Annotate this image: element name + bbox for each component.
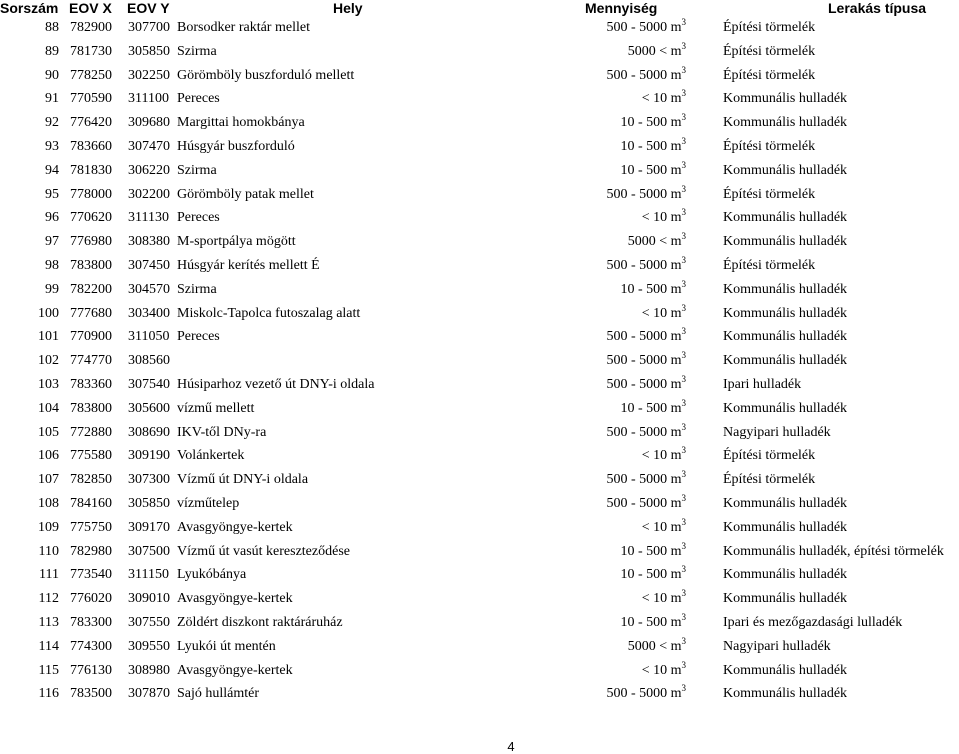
table-row xyxy=(0,159,959,183)
row-number: 115 xyxy=(38,662,59,678)
eov-y-value: 307540 xyxy=(128,376,170,392)
eov-y-value: 309010 xyxy=(128,591,170,607)
quantity-text: 500 - 5000 m xyxy=(606,472,682,488)
cubic-exponent: 3 xyxy=(681,588,686,599)
eov-x-value: 783800 xyxy=(70,257,112,273)
table-row xyxy=(0,540,959,564)
cubic-exponent: 3 xyxy=(681,397,686,408)
disposal-type: Építési törmelék xyxy=(723,138,816,154)
disposal-type: Ipari hulladék xyxy=(723,376,802,392)
quantity-text: 500 - 5000 m xyxy=(606,376,682,392)
cubic-exponent: 3 xyxy=(681,278,686,289)
row-number: 103 xyxy=(38,376,59,392)
disposal-type: Kommunális hulladék xyxy=(723,281,848,297)
disposal-type: Kommunális hulladék xyxy=(723,162,848,178)
row-number: 116 xyxy=(38,686,59,702)
eov-x-value: 776980 xyxy=(70,234,112,250)
row-number: 102 xyxy=(38,353,59,369)
disposal-type: Építési törmelék xyxy=(723,448,816,464)
eov-x-value: 782200 xyxy=(70,281,112,297)
row-number: 89 xyxy=(45,43,59,59)
eov-y-value: 305850 xyxy=(128,43,170,59)
quantity-value xyxy=(606,682,686,706)
quantity-value xyxy=(606,349,686,373)
col-header-eov-x: EOV X xyxy=(69,0,112,16)
eov-y-value: 311050 xyxy=(128,329,170,345)
disposal-type: Építési törmelék xyxy=(723,20,816,35)
disposal-type: Építési törmelék xyxy=(723,257,816,273)
quantity-text: < 10 m xyxy=(641,519,682,535)
quantity-value xyxy=(642,87,686,111)
quantity-text: < 10 m xyxy=(641,662,682,678)
eov-y-value: 307500 xyxy=(128,543,170,559)
eov-x-value: 782980 xyxy=(70,543,112,559)
cubic-exponent: 3 xyxy=(681,17,686,27)
location-name: Szirma xyxy=(177,162,217,178)
disposal-type: Kommunális hulladék xyxy=(723,400,848,416)
quantity-value xyxy=(642,587,686,611)
disposal-type: Kommunális hulladék, építési törmelék xyxy=(723,543,944,559)
cubic-exponent: 3 xyxy=(681,635,686,646)
table-row xyxy=(0,492,959,516)
quantity-text: 500 - 5000 m xyxy=(606,20,682,35)
location-name: Vízmű út vasút kereszteződése xyxy=(177,543,350,559)
quantity-text: 500 - 5000 m xyxy=(606,257,682,273)
disposal-type: Építési törmelék xyxy=(723,186,816,202)
row-number: 108 xyxy=(38,495,59,511)
disposal-type: Kommunális hulladék xyxy=(723,210,848,226)
table-row xyxy=(0,563,959,587)
eov-x-value: 782850 xyxy=(70,472,112,488)
table-row xyxy=(0,278,959,302)
row-number: 96 xyxy=(45,210,59,226)
quantity-value xyxy=(628,230,686,254)
quantity-value xyxy=(606,325,686,349)
eov-x-value: 773540 xyxy=(70,567,112,583)
disposal-type: Kommunális hulladék xyxy=(723,305,848,321)
cubic-exponent: 3 xyxy=(681,326,686,337)
disposal-type: Kommunális hulladék xyxy=(723,329,848,345)
location-name: Pereces xyxy=(177,210,220,226)
location-name: Húsiparhoz vezető út DNY-i oldala xyxy=(177,376,375,392)
eov-y-value: 302250 xyxy=(128,67,170,83)
cubic-exponent: 3 xyxy=(681,445,686,456)
eov-y-value: 307700 xyxy=(128,20,170,35)
quantity-text: 500 - 5000 m xyxy=(606,186,682,202)
table-row xyxy=(0,611,959,635)
quantity-text: < 10 m xyxy=(641,91,682,107)
eov-y-value: 311130 xyxy=(128,210,169,226)
quantity-value xyxy=(620,397,686,421)
table-row xyxy=(0,659,959,683)
quantity-text: 10 - 500 m xyxy=(620,281,682,297)
eov-x-value: 776130 xyxy=(70,662,112,678)
disposal-type: Ipari és mezőgazdasági lulladék xyxy=(723,614,903,630)
quantity-text: 10 - 500 m xyxy=(620,567,682,583)
row-number: 105 xyxy=(38,424,59,440)
quantity-value xyxy=(642,302,686,326)
col-header-hely: Hely xyxy=(333,0,363,16)
col-header-eov-y: EOV Y xyxy=(127,0,170,16)
table-row xyxy=(0,587,959,611)
eov-x-value: 783360 xyxy=(70,376,112,392)
eov-x-value: 770900 xyxy=(70,329,112,345)
eov-x-value: 775750 xyxy=(70,519,112,535)
location-name: Avasgyöngye-kertek xyxy=(177,662,293,678)
table-row xyxy=(0,421,959,445)
quantity-text: 10 - 500 m xyxy=(620,614,682,630)
quantity-text: < 10 m xyxy=(641,210,682,226)
eov-y-value: 306220 xyxy=(128,162,170,178)
disposal-type: Kommunális hulladék xyxy=(723,91,848,107)
eov-x-value: 774770 xyxy=(70,353,112,369)
cubic-exponent: 3 xyxy=(681,231,686,242)
table-row xyxy=(0,635,959,659)
cubic-exponent: 3 xyxy=(681,350,686,361)
eov-x-value: 772880 xyxy=(70,424,112,440)
cubic-exponent: 3 xyxy=(681,469,686,480)
disposal-type: Kommunális hulladék xyxy=(723,567,848,583)
disposal-type: Kommunális hulladék xyxy=(723,495,848,511)
quantity-text: 10 - 500 m xyxy=(620,115,682,131)
quantity-text: < 10 m xyxy=(641,591,682,607)
eov-x-value: 770590 xyxy=(70,91,112,107)
row-number: 114 xyxy=(38,638,59,654)
disposal-type: Kommunális hulladék xyxy=(723,519,848,535)
cubic-exponent: 3 xyxy=(681,183,686,194)
eov-y-value: 307470 xyxy=(128,138,170,154)
quantity-value xyxy=(620,135,686,159)
location-name: Volánkertek xyxy=(177,448,245,464)
location-name: Margittai homokbánya xyxy=(177,115,305,131)
col-header-sorszam: Sorszám xyxy=(0,0,59,16)
quantity-value xyxy=(620,111,686,135)
quantity-text: 500 - 5000 m xyxy=(606,329,682,345)
quantity-value xyxy=(620,159,686,183)
quantity-value xyxy=(642,516,686,540)
row-number: 99 xyxy=(45,281,59,297)
cubic-exponent: 3 xyxy=(681,135,686,146)
cubic-exponent: 3 xyxy=(681,516,686,527)
eov-x-value: 774300 xyxy=(70,638,112,654)
table-row xyxy=(0,135,959,159)
cubic-exponent: 3 xyxy=(681,64,686,75)
row-number: 91 xyxy=(45,91,59,107)
eov-y-value: 305850 xyxy=(128,495,170,511)
location-name: Lyukóbánya xyxy=(177,567,247,583)
quantity-text: 10 - 500 m xyxy=(620,138,682,154)
cubic-exponent: 3 xyxy=(681,611,686,622)
eov-y-value: 307450 xyxy=(128,257,170,273)
row-number: 95 xyxy=(45,186,59,202)
row-number: 93 xyxy=(45,138,59,154)
page-number: 4 xyxy=(507,739,515,754)
quantity-text: 500 - 5000 m xyxy=(606,495,682,511)
table-row xyxy=(0,325,959,349)
table-row xyxy=(0,302,959,326)
cubic-exponent: 3 xyxy=(681,159,686,170)
eov-y-value: 307300 xyxy=(128,472,170,488)
quantity-value xyxy=(620,540,686,564)
quantity-value xyxy=(620,278,686,302)
col-header-lerakas-tipusa: Lerakás típusa xyxy=(828,0,927,16)
eov-x-value: 781730 xyxy=(70,43,112,59)
eov-x-value: 778250 xyxy=(70,67,112,83)
location-name: Szirma xyxy=(177,281,217,297)
quantity-value xyxy=(628,40,686,64)
row-number: 98 xyxy=(45,257,59,273)
quantity-text: 5000 < m xyxy=(627,234,682,250)
row-number: 100 xyxy=(38,305,59,321)
row-number: 113 xyxy=(38,614,59,630)
quantity-text: 10 - 500 m xyxy=(620,543,682,559)
quantity-value xyxy=(628,635,686,659)
quantity-text: 5000 < m xyxy=(627,638,682,654)
table-row xyxy=(0,373,959,397)
location-name: Húsgyár kerítés mellett É xyxy=(177,257,320,273)
row-number: 110 xyxy=(38,543,59,559)
quantity-value xyxy=(642,659,686,683)
cubic-exponent: 3 xyxy=(681,88,686,99)
eov-x-value: 784160 xyxy=(70,495,112,511)
quantity-value xyxy=(606,421,686,445)
table-row xyxy=(0,444,959,468)
quantity-text: 500 - 5000 m xyxy=(606,686,682,702)
quantity-text: < 10 m xyxy=(641,305,682,321)
disposal-type: Kommunális hulladék xyxy=(723,234,848,250)
quantity-value xyxy=(606,468,686,492)
disposal-type: Építési törmelék xyxy=(723,472,816,488)
eov-x-value: 777680 xyxy=(70,305,112,321)
eov-y-value: 308380 xyxy=(128,234,170,250)
eov-y-value: 308560 xyxy=(128,353,170,369)
quantity-value xyxy=(606,64,686,88)
disposal-type: Kommunális hulladék xyxy=(723,115,848,131)
quantity-text: 500 - 5000 m xyxy=(606,353,682,369)
location-name: Vízmű út DNY-i oldala xyxy=(177,472,309,488)
eov-y-value: 307550 xyxy=(128,614,170,630)
eov-x-value: 770620 xyxy=(70,210,112,226)
eov-y-value: 305600 xyxy=(128,400,170,416)
cubic-exponent: 3 xyxy=(681,254,686,265)
table-body xyxy=(0,16,959,706)
col-header-mennyiseg: Mennyiség xyxy=(585,0,658,16)
cubic-exponent: 3 xyxy=(681,540,686,551)
table-row xyxy=(0,230,959,254)
quantity-value xyxy=(606,492,686,516)
quantity-text: 500 - 5000 m xyxy=(606,424,682,440)
table-row xyxy=(0,254,959,278)
location-name: Sajó hullámtér xyxy=(177,686,260,702)
row-number: 106 xyxy=(38,448,59,464)
table-row xyxy=(0,397,959,421)
eov-x-value: 781830 xyxy=(70,162,112,178)
eov-y-value: 308980 xyxy=(128,662,170,678)
table-row xyxy=(0,64,959,88)
eov-x-value: 783300 xyxy=(70,614,112,630)
table-row xyxy=(0,183,959,207)
row-number: 109 xyxy=(38,519,59,535)
cubic-exponent: 3 xyxy=(681,659,686,670)
eov-x-value: 783800 xyxy=(70,400,112,416)
quantity-value xyxy=(606,183,686,207)
row-number: 112 xyxy=(38,591,59,607)
table-row xyxy=(0,87,959,111)
row-number: 107 xyxy=(38,472,59,488)
row-number: 111 xyxy=(39,567,59,583)
table-row xyxy=(0,206,959,230)
location-name: Szirma xyxy=(177,43,217,59)
quantity-value xyxy=(606,373,686,397)
disposal-type: Kommunális hulladék xyxy=(723,686,848,702)
table-header xyxy=(0,0,959,16)
eov-y-value: 307870 xyxy=(128,686,170,702)
quantity-value xyxy=(606,16,686,40)
disposal-type: Kommunális hulladék xyxy=(723,662,848,678)
eov-y-value: 309170 xyxy=(128,519,170,535)
eov-x-value: 776020 xyxy=(70,591,112,607)
cubic-exponent: 3 xyxy=(681,112,686,123)
location-name: Pereces xyxy=(177,329,220,345)
quantity-text: 10 - 500 m xyxy=(620,400,682,416)
row-number: 101 xyxy=(38,329,59,345)
cubic-exponent: 3 xyxy=(681,683,686,694)
row-number: 97 xyxy=(45,234,59,250)
eov-y-value: 304570 xyxy=(128,281,170,297)
disposal-type: Nagyipari hulladék xyxy=(723,638,831,654)
eov-y-value: 309550 xyxy=(128,638,170,654)
quantity-value xyxy=(620,611,686,635)
disposal-type: Kommunális hulladék xyxy=(723,353,848,369)
cubic-exponent: 3 xyxy=(681,421,686,432)
location-name: M-sportpálya mögött xyxy=(177,234,296,250)
eov-y-value: 302200 xyxy=(128,186,170,202)
eov-y-value: 311150 xyxy=(128,567,169,583)
cubic-exponent: 3 xyxy=(681,373,686,384)
table-row xyxy=(0,682,959,706)
location-name: IKV-től DNy-ra xyxy=(177,424,267,440)
row-number: 90 xyxy=(45,67,59,83)
location-name: Görömböly buszforduló mellett xyxy=(177,67,355,83)
table-row xyxy=(0,468,959,492)
eov-x-value: 776420 xyxy=(70,115,112,131)
disposal-type: Nagyipari hulladék xyxy=(723,424,831,440)
cubic-exponent: 3 xyxy=(681,564,686,575)
cubic-exponent: 3 xyxy=(681,302,686,313)
quantity-value xyxy=(606,254,686,278)
table-row xyxy=(0,349,959,373)
table-row xyxy=(0,111,959,135)
cubic-exponent: 3 xyxy=(681,40,686,51)
quantity-text: < 10 m xyxy=(641,448,682,464)
location-name: Avasgyöngye-kertek xyxy=(177,519,293,535)
eov-y-value: 308690 xyxy=(128,424,170,440)
eov-y-value: 309680 xyxy=(128,115,170,131)
eov-y-value: 311100 xyxy=(128,91,169,107)
location-name: Borsodker raktár mellet xyxy=(177,20,310,35)
table-row xyxy=(0,16,959,40)
quantity-text: 10 - 500 m xyxy=(620,162,682,178)
table-row xyxy=(0,40,959,64)
location-name: Avasgyöngye-kertek xyxy=(177,591,293,607)
cubic-exponent: 3 xyxy=(681,492,686,503)
eov-x-value: 783500 xyxy=(70,686,112,702)
location-name: Görömböly patak mellet xyxy=(177,186,314,202)
location-name: Miskolc-Tapolca futoszalag alatt xyxy=(177,305,361,321)
location-name: vízmű mellett xyxy=(177,400,255,416)
eov-x-value: 775580 xyxy=(70,448,112,464)
quantity-value xyxy=(642,444,686,468)
quantity-text: 5000 < m xyxy=(627,43,682,59)
eov-x-value: 782900 xyxy=(70,20,112,35)
row-number: 94 xyxy=(45,162,59,178)
disposal-type: Kommunális hulladék xyxy=(723,591,848,607)
table-row xyxy=(0,516,959,540)
eov-y-value: 309190 xyxy=(128,448,170,464)
row-number: 92 xyxy=(45,115,59,131)
disposal-type: Építési törmelék xyxy=(723,67,816,83)
quantity-value xyxy=(620,563,686,587)
eov-y-value: 303400 xyxy=(128,305,170,321)
row-number: 104 xyxy=(38,400,59,416)
quantity-text: 500 - 5000 m xyxy=(606,67,682,83)
eov-x-value: 783660 xyxy=(70,138,112,154)
location-name: Pereces xyxy=(177,91,220,107)
row-number: 88 xyxy=(45,20,59,35)
location-name: Lyukói út mentén xyxy=(177,638,276,654)
location-name: Húsgyár buszforduló xyxy=(177,138,295,154)
cubic-exponent: 3 xyxy=(681,207,686,218)
location-name: Zöldért diszkont raktáráruház xyxy=(177,614,343,630)
eov-x-value: 778000 xyxy=(70,186,112,202)
disposal-type: Építési törmelék xyxy=(723,43,816,59)
location-name: vízműtelep xyxy=(177,495,240,511)
quantity-value xyxy=(642,206,686,230)
